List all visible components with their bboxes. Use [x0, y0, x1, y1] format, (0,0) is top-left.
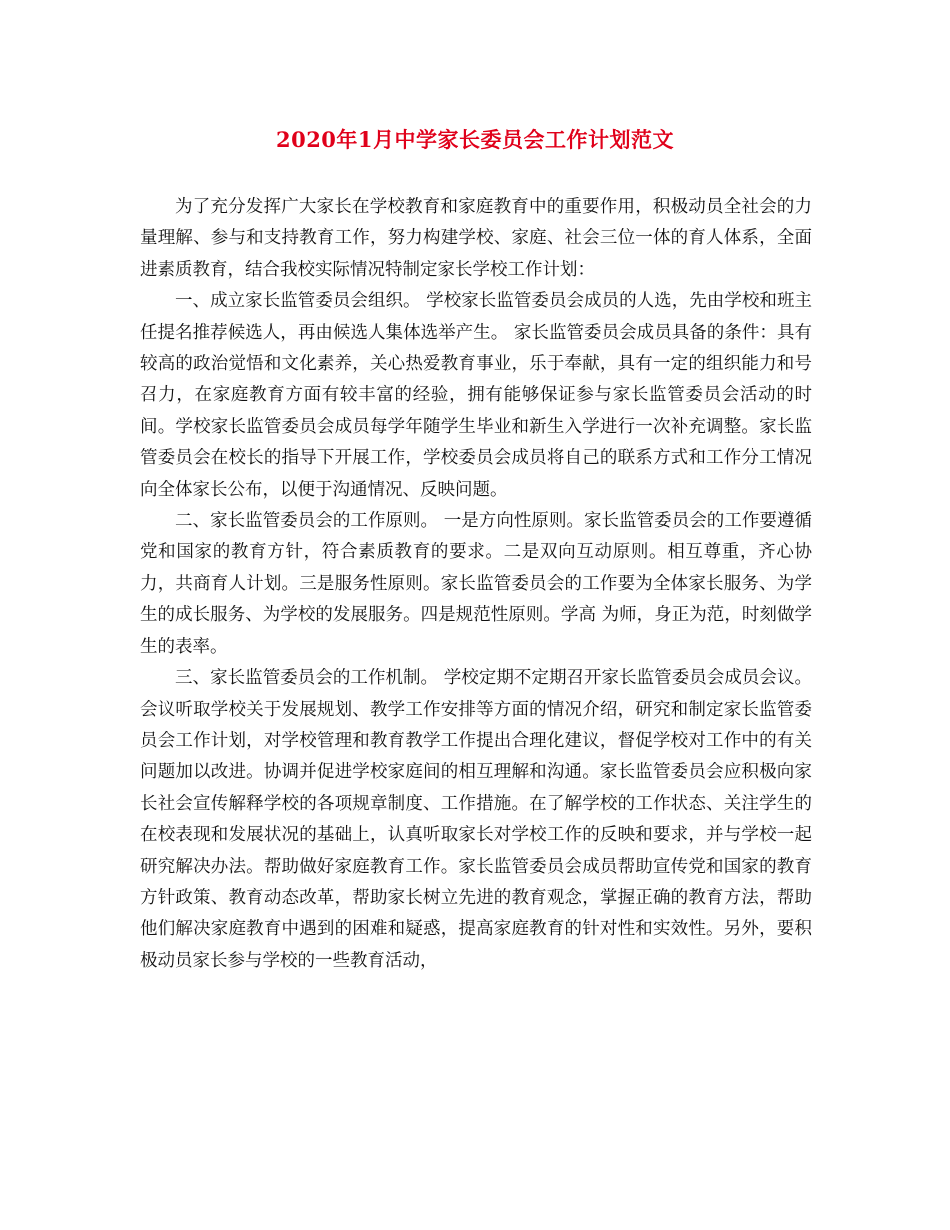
paragraph-section-1: 一、成立家长监管委员会组织。 学校家长监管委员会成员的人选，先由学校和班主任提名推荐候选人，再由候选人集体选举产生。 家长监管委员会成员具备的条件：具有较高的政治觉悟和文化素养，关心热爱教育事业，乐于奉献，具有一定的组织能力和号召力，在家庭教育方面有较丰富的经验，拥有能够保证参与家长监管委员会活动的时间。学校家长监管委员会成员每学年随学生毕业和新生入学进行一次补充调整。家长监管委员会在校长的指导下开展工作，学校委员会成员将自己的联系方式和工作分工情况向全体家长公布，以便于沟通情况、反映问题。	[140, 291, 812, 500]
paragraph-section-3: 三、家长监管委员会的工作机制。 学校定期不定期召开家长监管委员会成员会议。会议听取学校关于发展规划、教学工作安排等方面的情况介绍，研究和制定家长监管委员会工作计划，对学校管理和教育教学工作提出合理化建议，督促学校对工作中的有关问题加以改进。协调并促进学校家庭间的相互理解和沟通。家长监管委员会应积极向家长社会宣传解释学校的各项规章制度、工作措施。在了解学校的工作状态、关注学生的在校表现和发展状况的基础上，认真听取家长对学校工作的反映和要求，并与学校一起研究解决办法。帮助做好家庭教育工作。家长监管委员会成员帮助宣传党和国家的教育方针政策、教育动态改革，帮助家长树立先进的教育观念，掌握正确的教育方法，帮助他们解决家庭教育中遇到的困难和疑惑，提高家庭教育的针对性和实效性。另外，要积极动员家长参与学校的一些教育活动，	[140, 668, 812, 971]
paragraph-intro: 为了充分发挥广大家长在学校教育和家庭教育中的重要作用，积极动员全社会的力量理解、参与和支持教育工作，努力构建学校、家庭、社会三位一体的育人体系，全面进素质教育，结合我校实际情况特制定家长学校工作计划：	[140, 197, 812, 280]
document-body	[140, 192, 812, 977]
document-title: 2020年1月中学家长委员会工作计划范文	[275, 127, 675, 152]
paragraph-section-2: 二、家长监管委员会的工作原则。 一是方向性原则。家长监管委员会的工作要遵循党和国家的教育方针，符合素质教育的要求。二是双向互动原则。相互尊重，齐心协力，共商育人计划。三是服务性原则。家长监管委员会的工作要为全体家长服务、为学生的成长服务、为学校的发展服务。四是规范性原则。学高 为师，身正为范，时刻做学生的表率。	[140, 511, 812, 657]
